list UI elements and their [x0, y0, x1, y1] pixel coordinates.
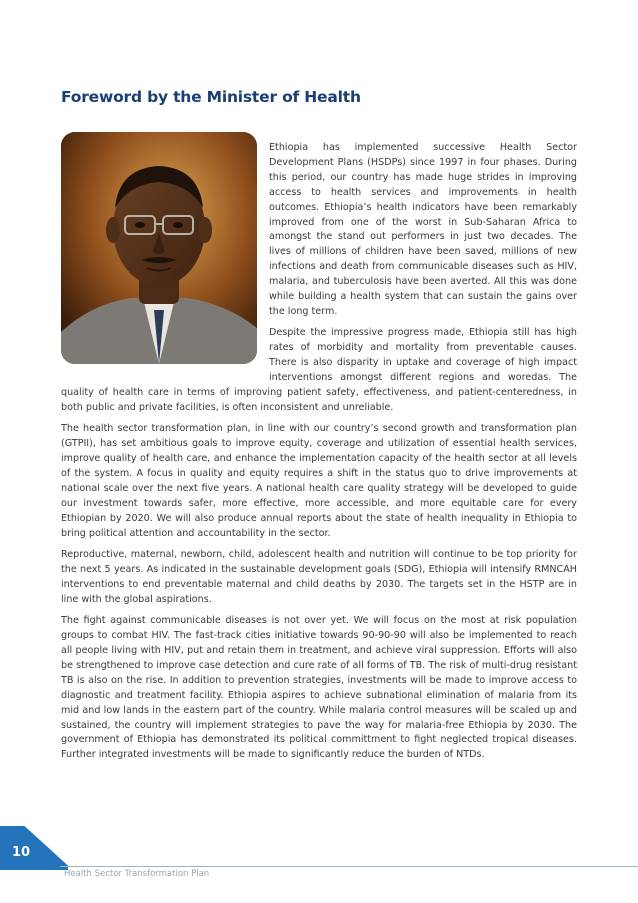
footer-title: Health Sector Transformation Plan: [64, 869, 210, 879]
footer-divider: [60, 866, 638, 867]
page-number: 10: [12, 845, 31, 860]
foreword-body: [61, 141, 577, 770]
paragraph: Despite the impressive progress made, Ethiopia still has high rates of morbidity and mortality from preventable causes. There is also disparity in uptake and coverage of high impact interventions amongst different regions and woredas. The quality of health care in terms of improving patient safety, effectiveness, and patient-centeredness, in both public and private facilities, is often inconsistent and unreliable.: [61, 327, 577, 413]
page-number-tab: [0, 826, 68, 870]
paragraph: The health sector transformation plan, in line with our country’s second growth and transformation plan (GTPII), has set ambitious goals to improve equity, coverage and utilization of essential health services, improve quality of health care, and enhance the implementation capacity of the health sector at all levels of the system. A focus in quality and equity requires a shift in the status quo to drive improvements at national scale over the next five years. A national health care quality strategy will be developed to guide our investment towards safer, more effective, more accessible, and more equitable care for every Ethiopian by 2020. We will also produce annual reports about the state of health inequality in Ethiopia to bring political attention and accountability in the sector.: [61, 423, 577, 539]
paragraph: Reproductive, maternal, newborn, child, adolescent health and nutrition will continue to be top priority for the next 5 years. As indicated in the sustainable development goals (SDG), Ethiopia will intensify RMNCAH interventions to end preventable maternal and child deaths by 2030. The targets set in the HSTP are in line with the global aspirations.: [61, 549, 577, 605]
page-title: Foreword by the Minister of Health: [61, 88, 361, 106]
paragraph: The fight against communicable diseases is not over yet. We will focus on the most at risk population groups to combat HIV. The fast-track cities initiative towards 90-90-90 will also be implemented to reach all people living with HIV, put and retain them in treatment, and achieve viral suppression. Efforts will also be strengthened to improve case detection and cure rate of all forms of TB. The risk of multi-drug resistant TB is also on the rise. In addition to prevention strategies, investments will be made to improve access to diagnostic and treatment facility. Ethiopia aspires to achieve subnational elimination of malaria from its mid and low lands in the eastern part of the country. While malaria control measures will be scaled up and sustained, the country will implement strategies to pave the way for malaria-free Ethiopia by 2030. The government of Ethiopia has demonstrated its political committment to fight neglected tropical diseases. Further integrated investments will be made to significantly reduce the burden of NTDs.: [61, 615, 577, 761]
photo-wrap-spacer: [61, 141, 269, 374]
paragraph: Ethiopia has implemented successive Health Sector Development Plans (HSDPs) since 1997 in four phases. During this period, our country has made huge strides in improving access to health services and improvements in health outcomes. Ethiopia’s health indicators have been remarkably improved from one of the worst in Sub-Saharan Africa to amongst the stand out performers in just two decades. The lives of millions of children have been saved, millions of new infections and death from communicable diseases such as HIV, malaria, and tuberculosis have been averted. All this was done while building a health system that can sustain the gains over the long term.: [269, 142, 577, 317]
